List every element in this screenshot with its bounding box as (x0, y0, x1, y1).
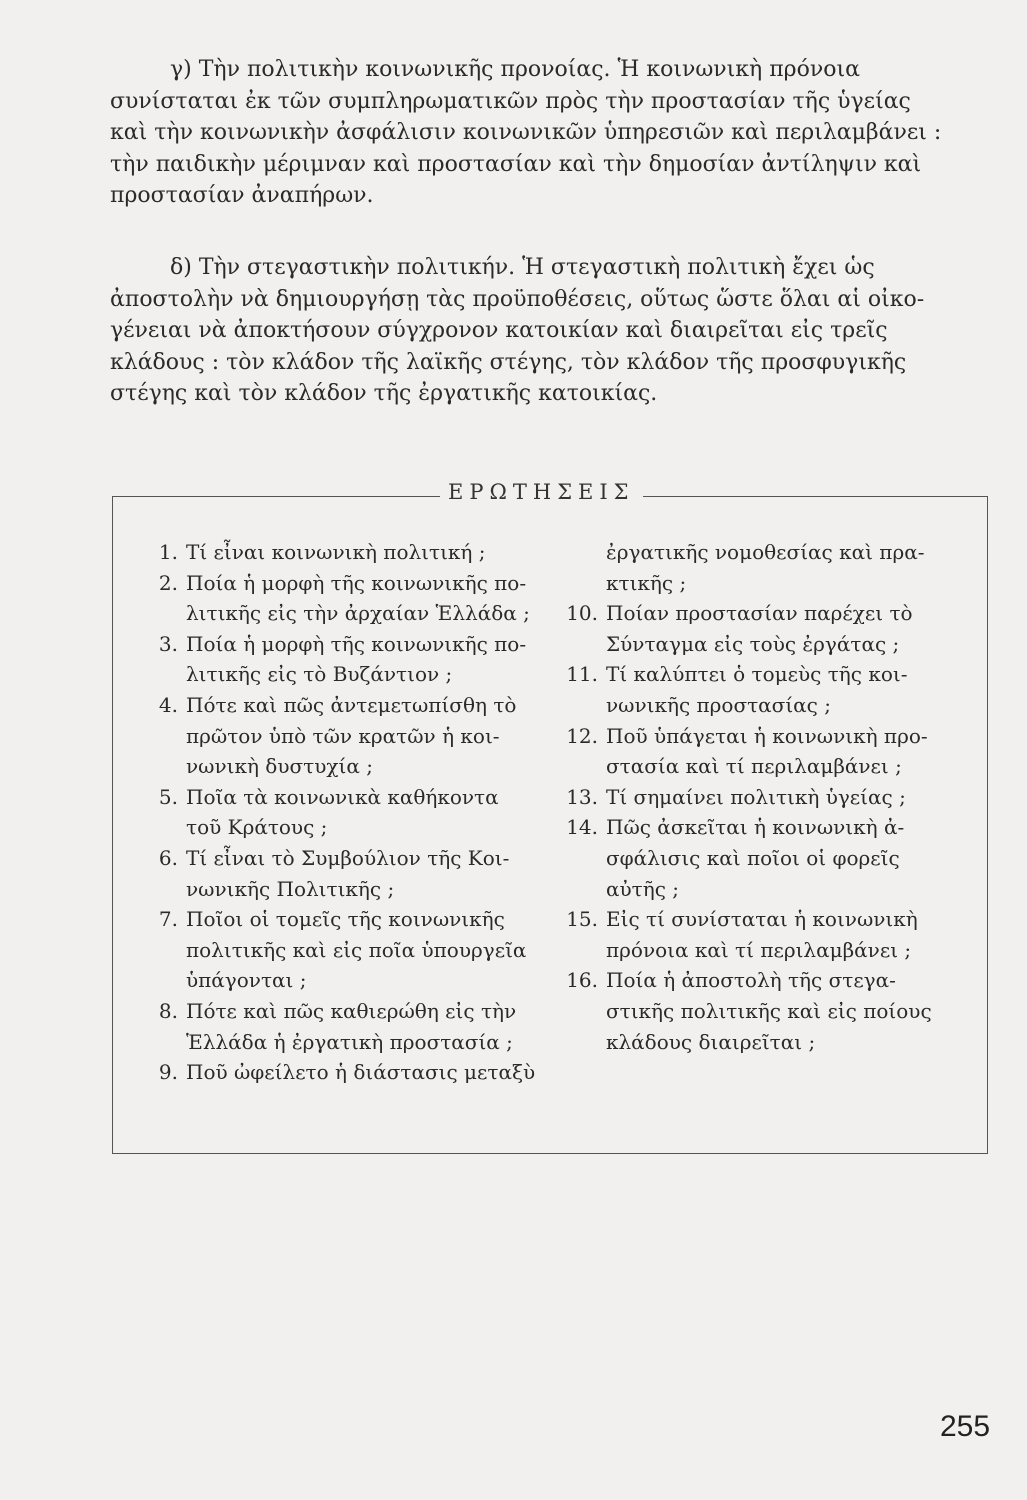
question-line: Πότε καὶ πῶς ἀντεμετωπίσθη τὸ (186, 692, 517, 717)
question-text (606, 782, 968, 813)
question-number: 10. (566, 601, 598, 626)
question-number: 6. (158, 845, 178, 870)
question-text (606, 598, 968, 659)
question-number: 14. (566, 815, 598, 840)
questions-box (112, 496, 988, 1154)
questions-title: ΕΡΩΤΗΣΕΙΣ (440, 480, 643, 504)
question-item (563, 812, 968, 904)
question-text (186, 568, 548, 629)
question-text (606, 537, 968, 598)
text-line: καὶ τὴν κοινωνικὴν ἀσφάλισιν κοινωνικῶν ὑπηρεσιῶν καὶ περιλαμβάνει : (110, 120, 942, 145)
question-text (186, 843, 548, 904)
paragraph-social-welfare-policy (110, 54, 990, 212)
question-line: Σύνταγμα εἰς τοὺς ἐργάτας ; (606, 631, 900, 656)
question-line: Ποίαν προστασίαν παρέχει τὸ (606, 601, 913, 626)
question-text (186, 904, 548, 996)
question-line: ἐργατικῆς νομοθεσίας καὶ πρα- (606, 540, 925, 564)
text-line: τὴν παιδικὴν μέριμναν καὶ προστασίαν καὶ τὴν δημοσίαν ἀντίληψιν καὶ (110, 151, 922, 177)
paragraph-housing-policy (110, 252, 990, 410)
question-text (186, 782, 548, 843)
question-number: 3. (158, 631, 178, 656)
question-number: 15. (566, 907, 598, 932)
question-number: 16. (566, 968, 598, 993)
question-item (143, 629, 548, 690)
question-line: Ποῖα τὰ κοινωνικὰ καθήκοντα (186, 784, 499, 809)
question-line: Τί εἶναι κοινωνικὴ πολιτική ; (186, 540, 486, 564)
question-9-continuation (563, 537, 968, 598)
question-line: λιτικῆς εἰς τὴν ἀρχαίαν Ἑλλάδα ; (186, 601, 530, 626)
question-text (186, 1057, 548, 1088)
question-text (186, 629, 548, 690)
text-line: γένειαι νὰ ἀποκτήσουν σύγχρονον κατοικίαν καὶ διαιρεῖται εἰς τρεῖς (110, 318, 888, 343)
question-line: Ἑλλάδα ἡ ἐργατικὴ προστασία ; (186, 1029, 513, 1054)
question-line: ὑπάγονται ; (186, 968, 307, 993)
question-item (563, 721, 968, 782)
question-item (143, 1057, 548, 1088)
question-number: 7. (158, 907, 178, 932)
text-line: συνίσταται ἐκ τῶν συμπληρωματικῶν πρὸς τὴν προστασίαν τῆς ὑγείας (110, 88, 911, 114)
question-line: Ποῦ ὠφείλετο ἡ διάστασις μεταξὺ (186, 1060, 536, 1085)
question-item (143, 690, 548, 782)
question-number: 11. (566, 662, 598, 687)
question-text (186, 996, 548, 1057)
question-line: νωνικῆς Πολιτικῆς ; (186, 876, 395, 901)
question-text (186, 690, 548, 782)
question-item (563, 782, 968, 813)
question-item (143, 904, 548, 996)
question-line: Ποία ἡ μορφὴ τῆς κοινωνικῆς πο- (186, 631, 527, 656)
question-number: 4. (158, 692, 178, 717)
question-text (606, 659, 968, 720)
question-text (186, 537, 548, 568)
question-text (606, 965, 968, 1057)
question-item (143, 537, 548, 568)
question-number: 5. (158, 784, 178, 809)
question-line: σφάλισις καὶ ποῖοι οἱ φορεῖς (606, 845, 900, 870)
question-line: Τί σημαίνει πολιτικὴ ὑγείας ; (606, 784, 906, 809)
question-line: πολιτικῆς καὶ εἰς ποῖα ὑπουργεῖα (186, 937, 527, 962)
question-line: πρῶτον ὑπὸ τῶν κρατῶν ἡ κοι- (186, 723, 500, 748)
text-line: ἀποστολὴν νὰ δημιουργήσῃ τὰς προϋποθέσεις, οὕτως ὥστε ὅλαι αἱ οἰκο- (110, 286, 925, 312)
question-line: Ποῖοι οἱ τομεῖς τῆς κοινωνικῆς (186, 907, 505, 932)
question-line: Ποία ἡ μορφὴ τῆς κοινωνικῆς πο- (186, 570, 527, 595)
questions-right-column (563, 537, 968, 1057)
question-item (563, 965, 968, 1057)
text-line: γ) Τὴν πολιτικὴν κοινωνικῆς προνοίας. Ἡ κοινωνικὴ πρόνοια (170, 57, 860, 82)
question-line: λιτικῆς εἰς τὸ Βυζάντιον ; (186, 662, 453, 687)
question-item (143, 782, 548, 843)
text-line: προστασίαν ἀναπήρων. (110, 183, 374, 208)
question-line: Πότε καὶ πῶς καθιερώθη εἰς τὴν (186, 998, 517, 1023)
question-text (606, 904, 968, 965)
question-line: τοῦ Κράτους ; (186, 815, 328, 840)
question-line: Τί εἶναι τὸ Συμβούλιον τῆς Κοι- (186, 845, 510, 870)
question-line: νωνικῆς προστασίας ; (606, 692, 831, 717)
question-line: Πῶς ἀσκεῖται ἡ κοινωνικὴ ἀ- (606, 815, 905, 840)
question-item (563, 659, 968, 720)
question-line: νωνικὴ δυστυχία ; (186, 754, 373, 779)
question-line: Τί καλύπτει ὁ τομεὺς τῆς κοι- (606, 662, 908, 687)
question-item (143, 843, 548, 904)
question-number: 8. (158, 998, 178, 1023)
page-number: 255 (940, 1410, 991, 1443)
text-line: δ) Τὴν στεγαστικὴν πολιτικήν. Ἡ στεγαστικὴ πολιτικὴ ἔχει ὡς (170, 255, 875, 280)
question-number: 13. (566, 784, 598, 809)
question-item (563, 598, 968, 659)
text-line: κλάδους : τὸν κλάδον τῆς λαϊκῆς στέγης, τὸν κλάδον τῆς προσφυγικῆς (110, 349, 907, 375)
question-line: κλάδους διαιρεῖται ; (606, 1029, 816, 1054)
question-text (606, 721, 968, 782)
question-number: 9. (158, 1060, 178, 1085)
question-line: πρόνοια καὶ τί περιλαμβάνει ; (606, 937, 912, 962)
question-line: Ποῦ ὑπάγεται ἡ κοινωνικὴ προ- (606, 723, 928, 748)
question-item (143, 568, 548, 629)
question-line: στασία καὶ τί περιλαμβάνει ; (606, 754, 902, 779)
question-item (143, 996, 548, 1057)
question-line: Ποία ἡ ἀποστολὴ τῆς στεγα- (606, 968, 896, 993)
question-line: Εἰς τί συνίσταται ἡ κοινωνικὴ (606, 907, 918, 932)
question-number-blank (563, 537, 606, 598)
question-number: 12. (566, 723, 598, 748)
question-line: κτικῆς ; (606, 570, 687, 595)
question-line: στικῆς πολιτικῆς καὶ εἰς ποίους (606, 998, 932, 1023)
text-line: στέγης καὶ τὸν κλάδον τῆς ἐργατικῆς κατοικίας. (110, 381, 658, 406)
question-text (606, 812, 968, 904)
question-number: 1. (158, 540, 178, 564)
questions-left-column (143, 537, 548, 1088)
question-number: 2. (158, 570, 178, 595)
question-item (563, 904, 968, 965)
question-line: αὐτῆς ; (606, 876, 680, 901)
